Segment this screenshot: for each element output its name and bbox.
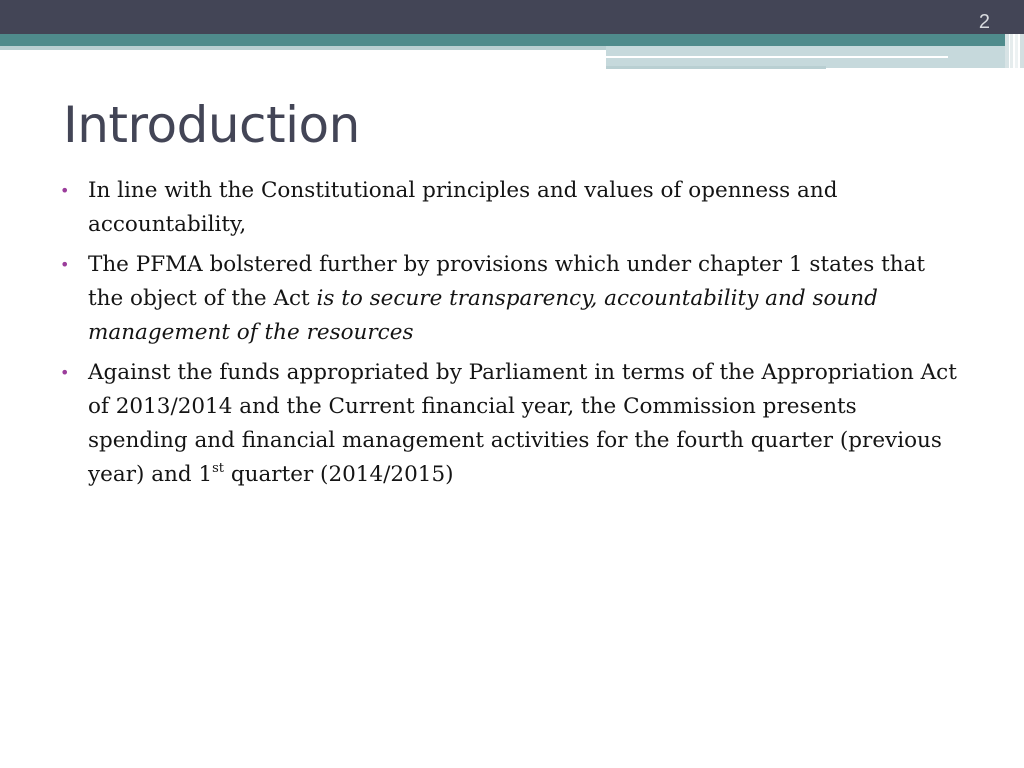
header-vertical-stripe	[1015, 34, 1018, 68]
bullet-text: In line with the Constitutional principles and values of openness and accountability,	[88, 178, 838, 237]
header-vertical-stripe	[1010, 34, 1013, 68]
header-vertical-stripe	[1020, 34, 1024, 68]
superscript: st	[212, 461, 225, 476]
bullet-list	[58, 174, 958, 498]
header-band-light	[0, 46, 606, 50]
bullet-item	[58, 248, 958, 350]
bullet-text: The PFMA bolstered further by provisions which under chapter 1 states that the object of the Act	[88, 252, 926, 311]
page-number: 2	[978, 11, 990, 33]
header-band-mid	[606, 66, 826, 69]
bullet-text-after: quarter (2014/2015)	[224, 462, 454, 487]
header-thin-line	[606, 56, 948, 58]
header-band-dark	[0, 0, 1024, 34]
header-band-teal	[0, 34, 1005, 46]
bullet-icon: •	[60, 363, 70, 382]
header-vertical-stripe	[1005, 34, 1009, 68]
bullet-italic-text: is to secure transparency, accountability and sound management of the resources	[88, 286, 878, 345]
bullet-item	[58, 356, 958, 492]
slide-title: Introduction	[63, 96, 360, 154]
bullet-icon: •	[60, 181, 70, 200]
bullet-text: Against the funds appropriated by Parliament in terms of the Appropriation Act of 2013/2014 and the Current financial year, the Commission presents spending and financial management activities for the fourth quarter (previous year) and 1	[88, 360, 957, 487]
bullet-item	[58, 174, 958, 242]
bullet-icon: •	[60, 255, 70, 274]
